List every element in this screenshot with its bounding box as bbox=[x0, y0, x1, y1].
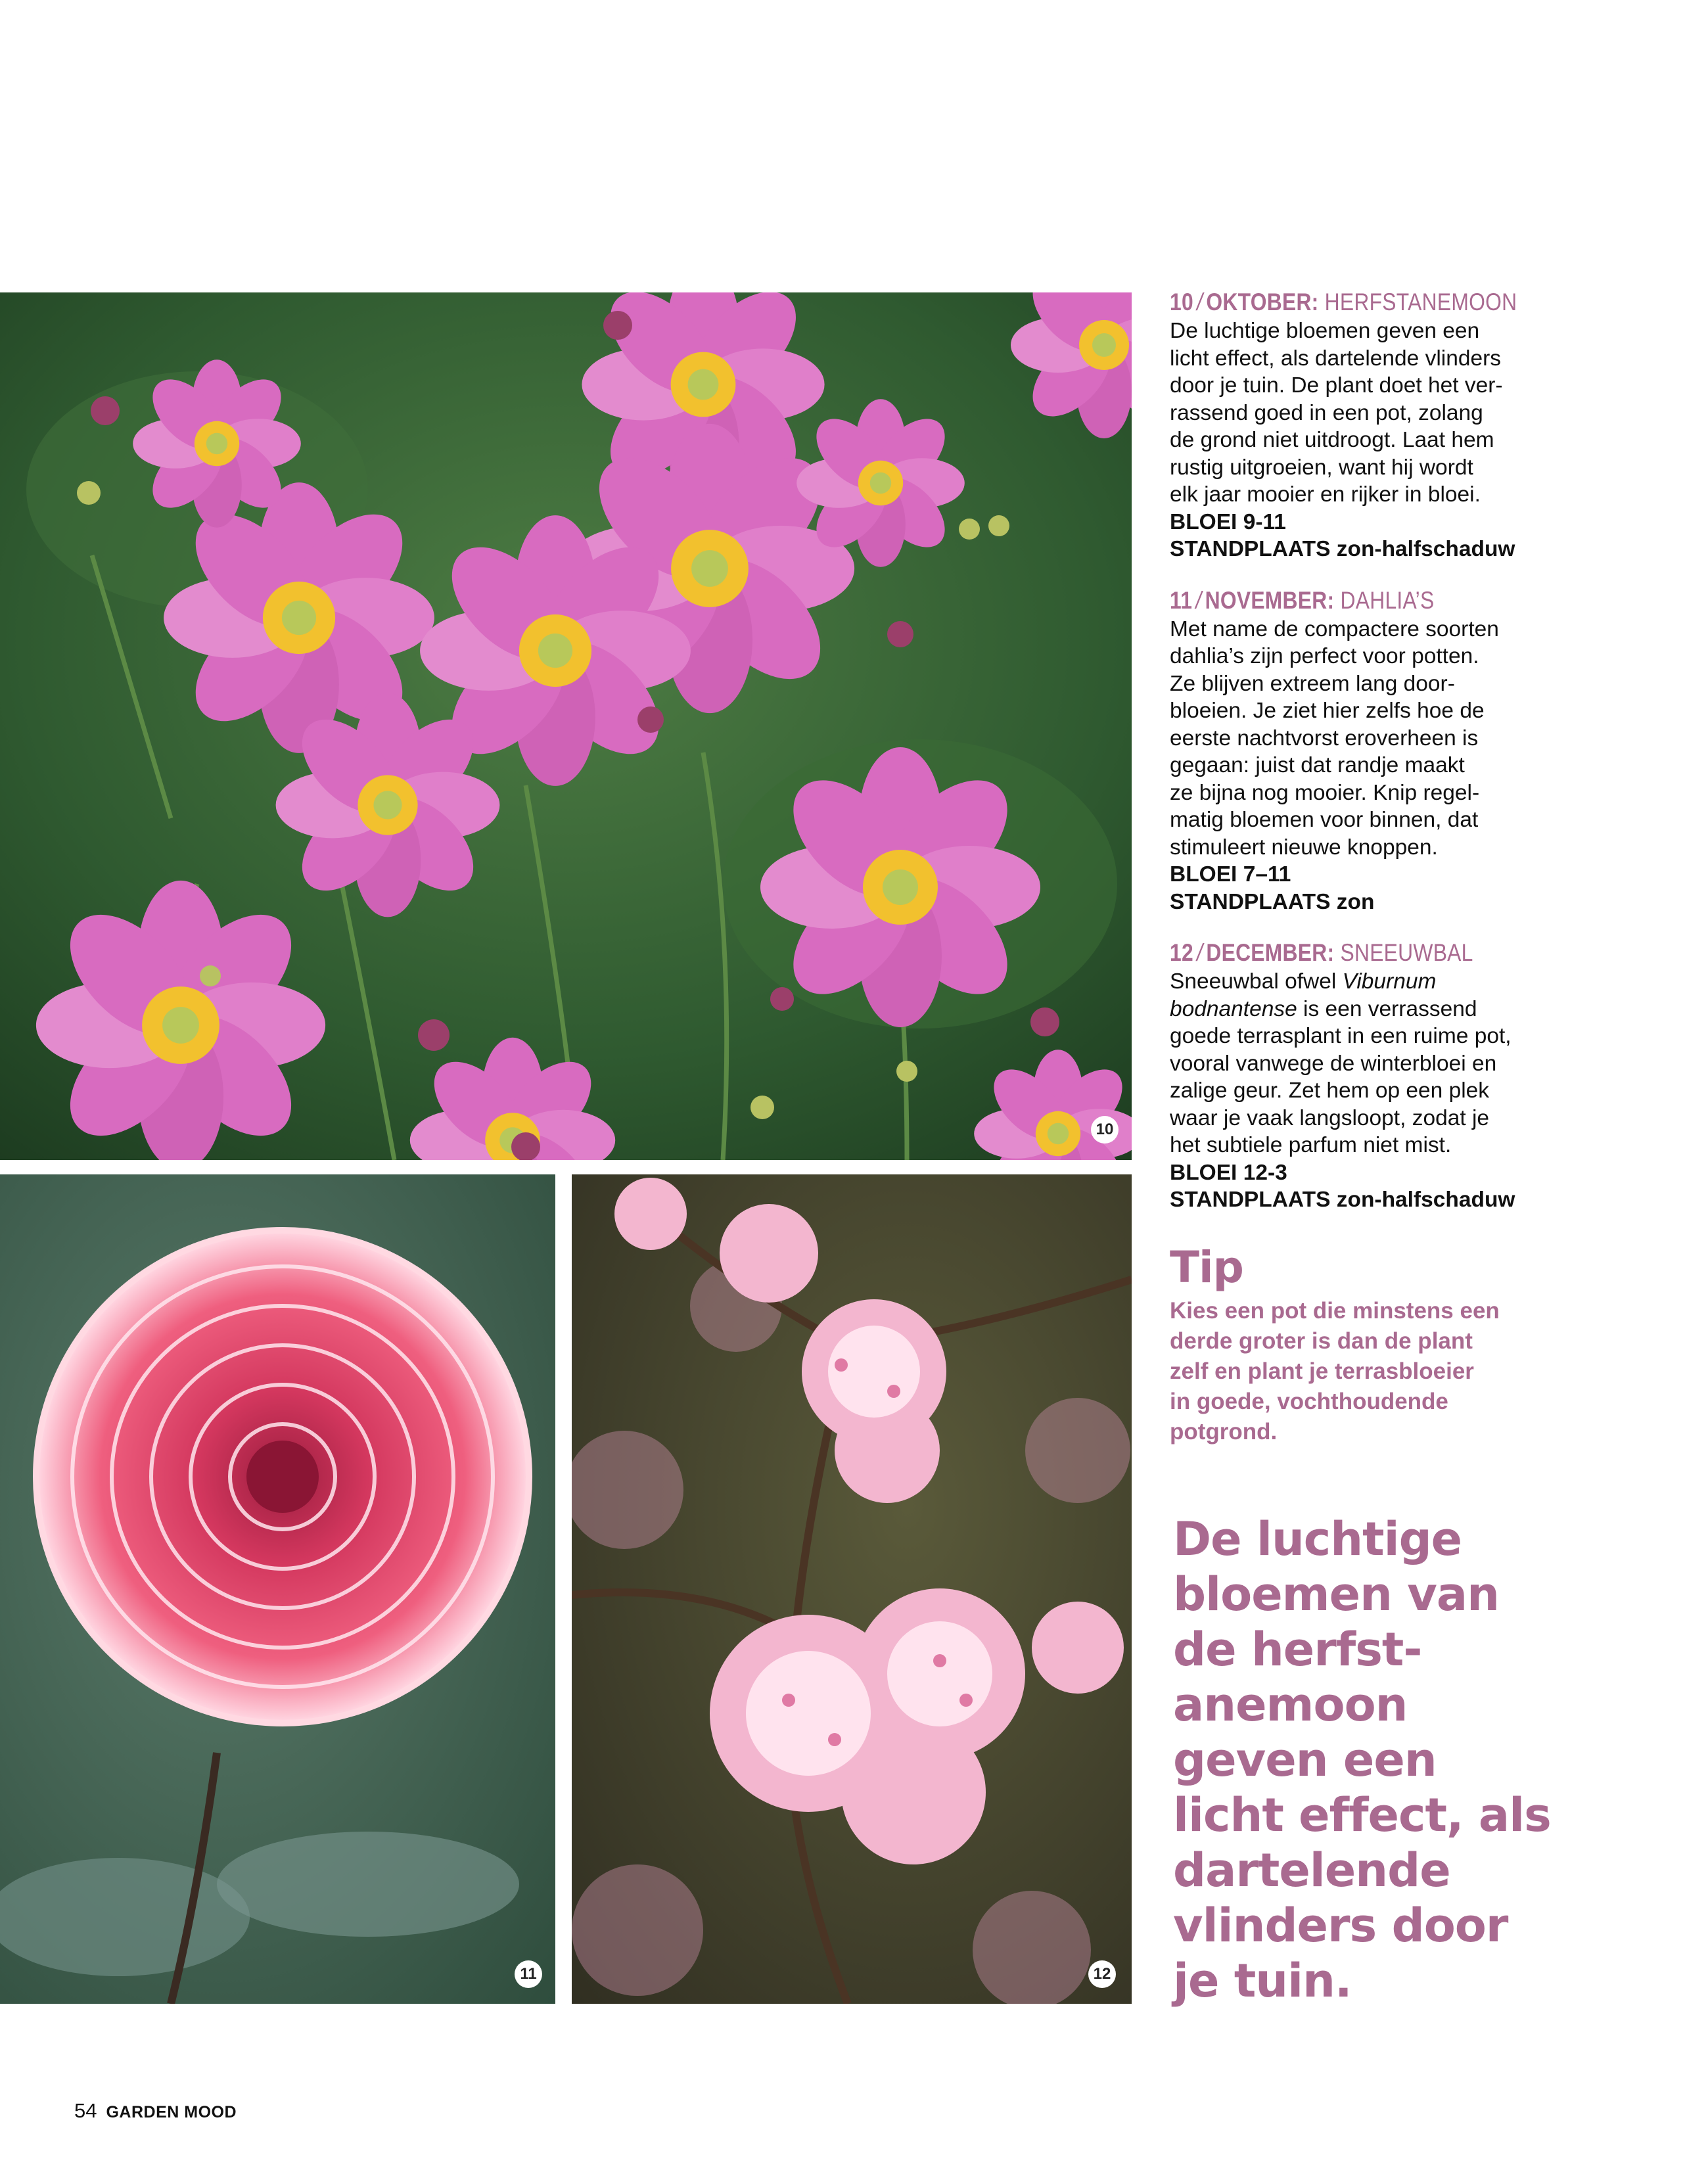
entry-number: 10 bbox=[1170, 289, 1193, 315]
pull-quote bbox=[1173, 1512, 1581, 2008]
bloei-label: BLOEI bbox=[1170, 862, 1237, 887]
entry-month: NOVEMBER: bbox=[1205, 586, 1335, 614]
entry-plant: DAHLIA’S bbox=[1340, 586, 1435, 614]
standplaats-label: STANDPLAATS bbox=[1170, 1188, 1331, 1212]
standplaats-line bbox=[1170, 536, 1564, 563]
entry-slash: / bbox=[1197, 289, 1203, 315]
body-line: licht effect, als dartelende vlinders bbox=[1170, 346, 1502, 371]
entry-body bbox=[1170, 317, 1564, 509]
page-number: 54 bbox=[74, 2099, 97, 2122]
tip-line: zelf en plant je terrasbloeier bbox=[1170, 1358, 1474, 1384]
quote-line: geven een bbox=[1173, 1733, 1437, 1787]
bloei-value: 9-11 bbox=[1243, 509, 1286, 534]
body-line: Ze blijven extreem lang door- bbox=[1170, 671, 1455, 696]
standplaats-value: zon bbox=[1336, 889, 1375, 914]
entry-body bbox=[1170, 968, 1564, 1159]
quote-line: bloemen van bbox=[1173, 1567, 1499, 1621]
entry-number: 12 bbox=[1170, 939, 1193, 966]
viburnum-photo-art bbox=[572, 1174, 1132, 2004]
dahlia-photo-art bbox=[0, 1174, 555, 2004]
entry-body bbox=[1170, 616, 1564, 862]
photo-frosted-dahlia bbox=[0, 1174, 555, 2004]
photo-number-badge: 12 bbox=[1088, 1960, 1116, 1988]
magazine-name: GARDEN MOOD bbox=[106, 2103, 237, 2121]
bloei-line bbox=[1170, 1159, 1564, 1187]
body-line: goede terrasplant in een ruime pot, bbox=[1170, 1024, 1512, 1048]
latin-name: bodnantense bbox=[1170, 996, 1297, 1021]
standplaats-label: STANDPLAATS bbox=[1170, 889, 1331, 914]
standplaats-value: zon-halfschaduw bbox=[1336, 1188, 1515, 1212]
body-line: gegaan: juist dat randje maakt bbox=[1170, 753, 1465, 777]
standplaats-line bbox=[1170, 1186, 1564, 1214]
entry-heading bbox=[1170, 938, 1565, 968]
body-line: rustig uitgroeien, want hij wordt bbox=[1170, 455, 1473, 480]
body-line: bloeien. Je ziet hier zelfs hoe de bbox=[1170, 699, 1485, 723]
body-line: stimuleert nieuwe knoppen. bbox=[1170, 835, 1438, 860]
entry-november bbox=[1170, 586, 1564, 916]
body-line bbox=[1170, 996, 1564, 1023]
tip-body bbox=[1170, 1296, 1538, 1447]
quote-line: licht effect, als bbox=[1173, 1788, 1551, 1842]
quote-line: je tuin. bbox=[1173, 1954, 1352, 2008]
photo-number-badge: 11 bbox=[515, 1960, 542, 1988]
entry-slash: / bbox=[1197, 939, 1203, 966]
photo-viburnum-blossoms bbox=[572, 1174, 1132, 2004]
body-line: De luchtige bloemen geven een bbox=[1170, 319, 1480, 343]
latin-name: Viburnum bbox=[1342, 969, 1437, 994]
quote-line: anemoon bbox=[1173, 1678, 1408, 1732]
quote-line: dartelende bbox=[1173, 1843, 1450, 1897]
bloei-line bbox=[1170, 861, 1564, 889]
bloei-line bbox=[1170, 509, 1564, 536]
entry-plant: SNEEUWBAL bbox=[1340, 939, 1473, 966]
standplaats-value: zon-halfschaduw bbox=[1336, 537, 1515, 561]
entry-december bbox=[1170, 938, 1564, 1214]
entry-month: OKTOBER: bbox=[1206, 289, 1319, 315]
bloei-value: 7–11 bbox=[1243, 862, 1291, 887]
body-line: door je tuin. De plant doet het ver- bbox=[1170, 373, 1503, 398]
bloei-label: BLOEI bbox=[1170, 1160, 1237, 1185]
photo-number-badge: 10 bbox=[1091, 1116, 1119, 1144]
bloei-value: 12-3 bbox=[1243, 1160, 1287, 1185]
body-line: eerste nachtvorst eroverheen is bbox=[1170, 726, 1479, 751]
body-text: is een verrassend bbox=[1297, 996, 1477, 1021]
body-line bbox=[1170, 968, 1564, 996]
body-line: elk jaar mooier en rijker in bloei. bbox=[1170, 482, 1481, 507]
tip-line: potgrond. bbox=[1170, 1419, 1278, 1445]
entry-plant: HERFSTANEMOON bbox=[1324, 289, 1517, 315]
entry-month: DECEMBER: bbox=[1206, 939, 1335, 966]
standplaats-line bbox=[1170, 889, 1564, 916]
entry-number: 11 bbox=[1170, 586, 1193, 614]
entry-oktober bbox=[1170, 287, 1564, 563]
standplaats-label: STANDPLAATS bbox=[1170, 537, 1331, 561]
body-line: ze bijna nog mooier. Knip regel- bbox=[1170, 780, 1480, 805]
tip-title: Tip bbox=[1170, 1242, 1243, 1293]
body-text: Sneeuwbal ofwel bbox=[1170, 969, 1343, 994]
anemone-photo-art bbox=[0, 292, 1132, 1160]
bloei-label: BLOEI bbox=[1170, 509, 1237, 534]
tip-line: Kies een pot die minstens een bbox=[1170, 1298, 1500, 1324]
body-line: dahlia’s zijn perfect voor potten. bbox=[1170, 644, 1479, 668]
body-line: matig bloemen voor binnen, dat bbox=[1170, 808, 1479, 832]
body-line: de grond niet uitdroogt. Laat hem bbox=[1170, 428, 1494, 452]
body-line: het subtiele parfum niet mist. bbox=[1170, 1133, 1452, 1157]
tip-line: derde groter is dan de plant bbox=[1170, 1328, 1473, 1354]
text-column bbox=[1170, 287, 1564, 1236]
page-footer bbox=[74, 2099, 237, 2123]
body-line: Met name de compactere soorten bbox=[1170, 616, 1499, 641]
body-line: zalige geur. Zet hem op een plek bbox=[1170, 1078, 1490, 1103]
quote-line: de herfst- bbox=[1173, 1623, 1422, 1677]
entry-heading bbox=[1170, 287, 1565, 317]
body-line: waar je vaak langsloopt, zodat je bbox=[1170, 1105, 1490, 1130]
tip-line: in goede, vochthoudende bbox=[1170, 1389, 1448, 1414]
entry-slash: / bbox=[1195, 586, 1202, 614]
quote-line: vlinders door bbox=[1173, 1899, 1508, 1953]
body-line: vooral vanwege de winterbloei en bbox=[1170, 1051, 1497, 1076]
body-line: rassend goed in een pot, zolang bbox=[1170, 400, 1483, 425]
quote-line: De luchtige bbox=[1173, 1512, 1462, 1566]
photo-autumn-anemones bbox=[0, 292, 1132, 1160]
entry-heading bbox=[1170, 586, 1565, 616]
